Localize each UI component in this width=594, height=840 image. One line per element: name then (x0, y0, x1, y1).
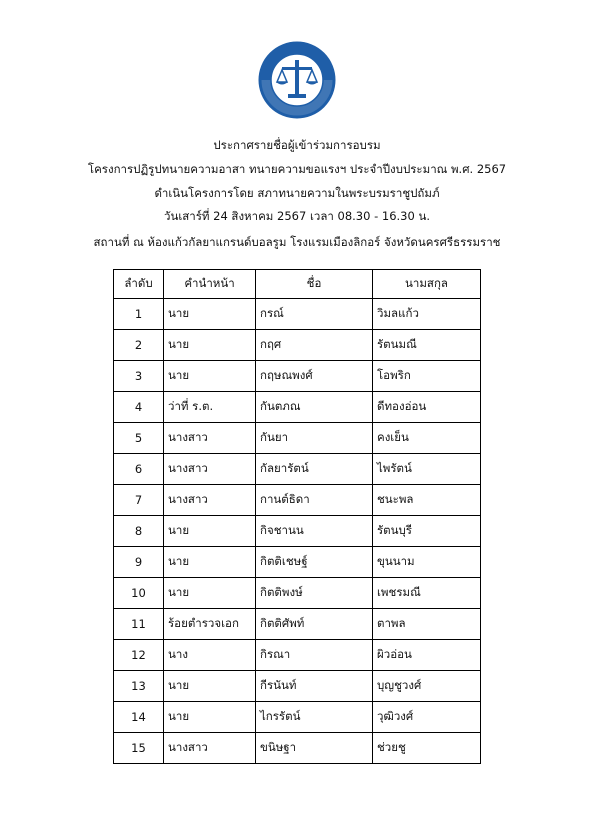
row-last-name: รัตนบุรี (373, 516, 481, 547)
row-title: นาย (164, 330, 256, 361)
row-first-name: กิตติพงษ์ (256, 578, 373, 609)
row-first-name: กัลยารัตน์ (256, 454, 373, 485)
row-last-name: ผิวอ่อน (373, 640, 481, 671)
row-number: 4 (114, 392, 164, 423)
table-row (114, 733, 481, 764)
row-last-name: วิมลแก้ว (373, 299, 481, 330)
row-last-name: บุญชูวงศ์ (373, 671, 481, 702)
lawyers-council-seal-icon (252, 40, 342, 120)
row-number: 3 (114, 361, 164, 392)
participants-table (113, 269, 481, 764)
row-last-name: ตาพล (373, 609, 481, 640)
row-number: 14 (114, 702, 164, 733)
date-time-line: วันเสาร์ที่ 24 สิงหาคม 2567 เวลา 08.30 - 16.30 น. (164, 209, 430, 223)
row-number: 9 (114, 547, 164, 578)
table-row (114, 516, 481, 547)
table-row (114, 330, 481, 361)
table-row (114, 485, 481, 516)
row-number: 8 (114, 516, 164, 547)
row-first-name: ไกรรัตน์ (256, 702, 373, 733)
row-number: 13 (114, 671, 164, 702)
table-row (114, 423, 481, 454)
row-last-name: รัตนมณี (373, 330, 481, 361)
column-header-title: คำนำหน้า (164, 270, 256, 299)
row-title: นางสาว (164, 733, 256, 764)
row-last-name: ชนะพล (373, 485, 481, 516)
table-row (114, 702, 481, 733)
organizer-line: ดำเนินโครงการโดย สภาทนายความในพระบรมราชูปถัมภ์ (154, 186, 440, 200)
row-last-name: โอพริก (373, 361, 481, 392)
row-title: นาย (164, 578, 256, 609)
venue-line: สถานที่ ณ ห้องแก้วกัลยาแกรนด์บอลรูม โรงแรมเมืองลิกอร์ จังหวัดนครศรีธรรมราช (93, 235, 501, 249)
table-row (114, 578, 481, 609)
row-first-name: กีรนันท์ (256, 671, 373, 702)
table-row (114, 547, 481, 578)
column-header-number: ลำดับ (114, 270, 164, 299)
table-row (114, 671, 481, 702)
row-title: นาย (164, 671, 256, 702)
row-title: นาย (164, 299, 256, 330)
row-number: 10 (114, 578, 164, 609)
table-row (114, 454, 481, 485)
row-title: นาง (164, 640, 256, 671)
row-first-name: กิรณา (256, 640, 373, 671)
table-header-row (114, 270, 481, 299)
project-name: โครงการปฏิรูปทนายความอาสา ทนายความขอแรงฯ ประจำปีงบประมาณ พ.ศ. 2567 (87, 162, 507, 176)
row-number: 15 (114, 733, 164, 764)
column-header-last-name: นามสกุล (373, 270, 481, 299)
row-number: 1 (114, 299, 164, 330)
row-last-name: ไพรัตน์ (373, 454, 481, 485)
row-first-name: กฤศ (256, 330, 373, 361)
row-number: 7 (114, 485, 164, 516)
row-title: ร้อยตำรวจเอก (164, 609, 256, 640)
row-first-name: กรณ์ (256, 299, 373, 330)
row-last-name: วุฒิวงศ์ (373, 702, 481, 733)
table-row (114, 392, 481, 423)
row-last-name: เพชรมณี (373, 578, 481, 609)
row-first-name: กันตภณ (256, 392, 373, 423)
row-first-name: กิตติศัพท์ (256, 609, 373, 640)
column-header-first-name: ชื่อ (256, 270, 373, 299)
row-number: 5 (114, 423, 164, 454)
seal-graphic (260, 43, 334, 117)
table-row (114, 299, 481, 330)
row-last-name: คงเย็น (373, 423, 481, 454)
row-title: นาย (164, 702, 256, 733)
row-first-name: กฤษณพงศ์ (256, 361, 373, 392)
row-number: 6 (114, 454, 164, 485)
row-number: 12 (114, 640, 164, 671)
row-last-name: ขุนนาม (373, 547, 481, 578)
row-last-name: ช่วยชู (373, 733, 481, 764)
row-last-name: ดีทองอ่อน (373, 392, 481, 423)
row-first-name: กานต์ธิดา (256, 485, 373, 516)
row-title: นาย (164, 516, 256, 547)
row-title: นางสาว (164, 423, 256, 454)
row-title: นางสาว (164, 485, 256, 516)
row-first-name: กิตติเชษฐ์ (256, 547, 373, 578)
row-first-name: กันยา (256, 423, 373, 454)
announcement-title: ประกาศรายชื่อผู้เข้าร่วมการอบรม (213, 138, 381, 152)
row-first-name: ขนิษฐา (256, 733, 373, 764)
row-title: นาย (164, 361, 256, 392)
table-row (114, 609, 481, 640)
row-title: นาย (164, 547, 256, 578)
table-row (114, 640, 481, 671)
row-first-name: กิจชานน (256, 516, 373, 547)
row-number: 11 (114, 609, 164, 640)
row-title: นางสาว (164, 454, 256, 485)
table-row (114, 361, 481, 392)
row-number: 2 (114, 330, 164, 361)
row-title: ว่าที่ ร.ต. (164, 392, 256, 423)
